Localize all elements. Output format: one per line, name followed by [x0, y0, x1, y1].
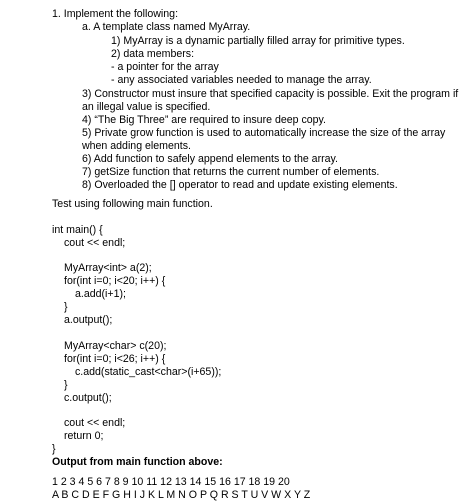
requirement-2-pointer: - a pointer for the array: [111, 61, 219, 73]
task-part-a: a. A template class named MyArray.: [82, 21, 251, 33]
code-line: return 0;: [64, 430, 104, 442]
output-heading: Output from main function above:: [52, 456, 223, 468]
code-line: MyArray<int> a(2);: [64, 262, 152, 274]
requirement-1: 1) MyArray is a dynamic partially filled array for primitive types.: [111, 35, 405, 47]
requirement-4: 4) “The Big Three” are required to insure deep copy.: [82, 114, 326, 126]
code-line: }: [64, 301, 68, 313]
code-line: }: [52, 443, 56, 455]
code-line: int main() {: [52, 224, 103, 236]
requirement-8: 8) Overloaded the [] operator to read and update existing elements.: [82, 179, 398, 191]
requirement-2-variables: - any associated variables needed to manage the array.: [111, 74, 372, 86]
code-line: for(int i=0; i<26; i++) {: [64, 353, 166, 365]
requirement-6: 6) Add function to safely append elements to the array.: [82, 153, 338, 165]
requirement-5: 5) Private grow function is used to automatically increase the size of the array: [82, 127, 446, 139]
requirement-2: 2) data members:: [111, 48, 195, 60]
test-intro: Test using following main function.: [52, 198, 213, 210]
code-line: a.add(i+1);: [75, 288, 126, 300]
output-numbers: 1 2 3 4 5 6 7 8 9 10 11 12 13 14 15 16 17 18 19 20: [52, 476, 290, 488]
code-line: a.output();: [64, 314, 113, 326]
requirement-5-continued: when adding elements.: [82, 140, 191, 152]
code-line: MyArray<char> c(20);: [64, 340, 167, 352]
code-line: }: [64, 379, 68, 391]
requirement-7: 7) getSize function that returns the current number of elements.: [82, 166, 380, 178]
requirement-3: 3) Constructor must insure that specified capacity is possible. Exit the program if: [82, 88, 459, 100]
code-line: for(int i=0; i<20; i++) {: [64, 275, 166, 287]
output-letters: A B C D E F G H I J K L M N O P Q R S T U V W X Y Z: [52, 489, 311, 501]
code-line: c.add(static_cast<char>(i+65));: [75, 366, 222, 378]
code-line: cout << endl;: [64, 417, 126, 429]
code-line: cout << endl;: [64, 237, 126, 249]
task-heading: 1. Implement the following:: [52, 8, 179, 20]
code-line: c.output();: [64, 392, 112, 404]
requirement-3-continued: an illegal value is specified.: [82, 101, 211, 113]
